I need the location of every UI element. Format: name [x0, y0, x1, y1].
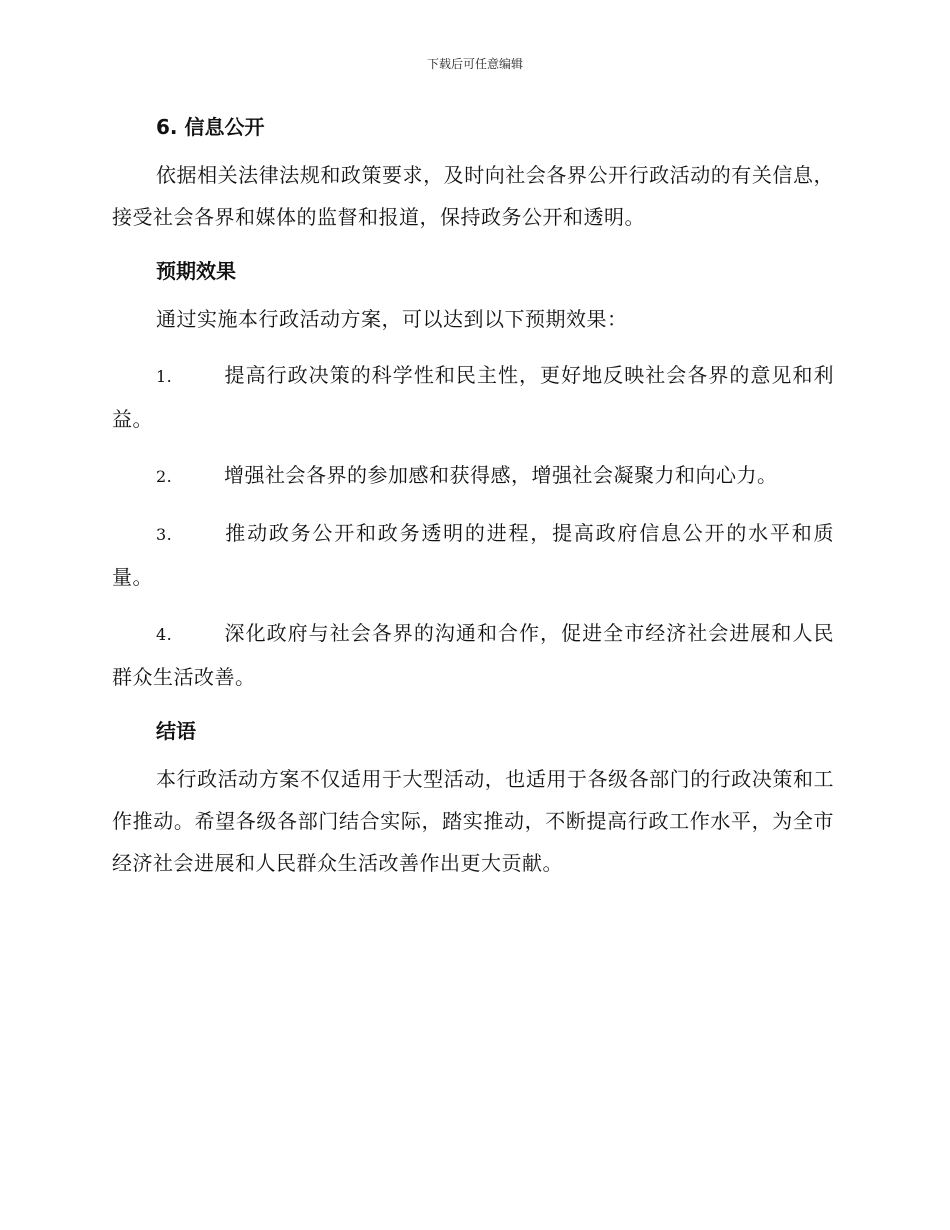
paragraph-conclusion: 本行政活动方案不仅适用于大型活动，也适用于各级各部门的行政决策和工作推动。希望各级各部门结合实际，踏实推动，不断提高行政工作水平，为全市经济社会进展和人民群众生活改善作出更大贡献。 [112, 767, 834, 875]
section-heading-info-open: 6. 信息公开 [156, 115, 265, 139]
list-item-text: 提高行政决策的科学性和民主性，更好地反映社会各界的意见和利益。 [112, 363, 834, 431]
list-item-text: 深化政府与社会各界的沟通和合作，促进全市经济社会进展和人民群众生活改善。 [112, 621, 834, 689]
list-item-number: 4. [156, 625, 173, 644]
list-item [112, 612, 834, 698]
document-body [112, 108, 834, 884]
section-heading-expected: 预期效果 [156, 259, 236, 283]
paragraph-info-open: 依据相关法律法规和政策要求，及时向社会各界公开行政活动的有关信息，接受社会各界和媒体的监督和报道，保持政务公开和透明。 [112, 163, 834, 229]
list-item-text: 推动政务公开和政务透明的进程，提高政府信息公开的水平和质量。 [112, 521, 834, 589]
header-note: 下载后可任意编辑 [426, 57, 523, 71]
section-heading-conclusion: 结语 [156, 719, 196, 743]
list-item [112, 454, 834, 498]
list-item-number: 1. [156, 367, 173, 386]
list-item-text: 增强社会各界的参加感和获得感，增强社会凝聚力和向心力。 [224, 463, 778, 487]
paragraph-expected-intro: 通过实施本行政活动方案，可以达到以下预期效果： [156, 307, 628, 331]
list-item-number: 2. [156, 467, 173, 486]
list-item [112, 354, 834, 440]
list-item-number: 3. [156, 525, 173, 544]
list-item [112, 512, 834, 598]
